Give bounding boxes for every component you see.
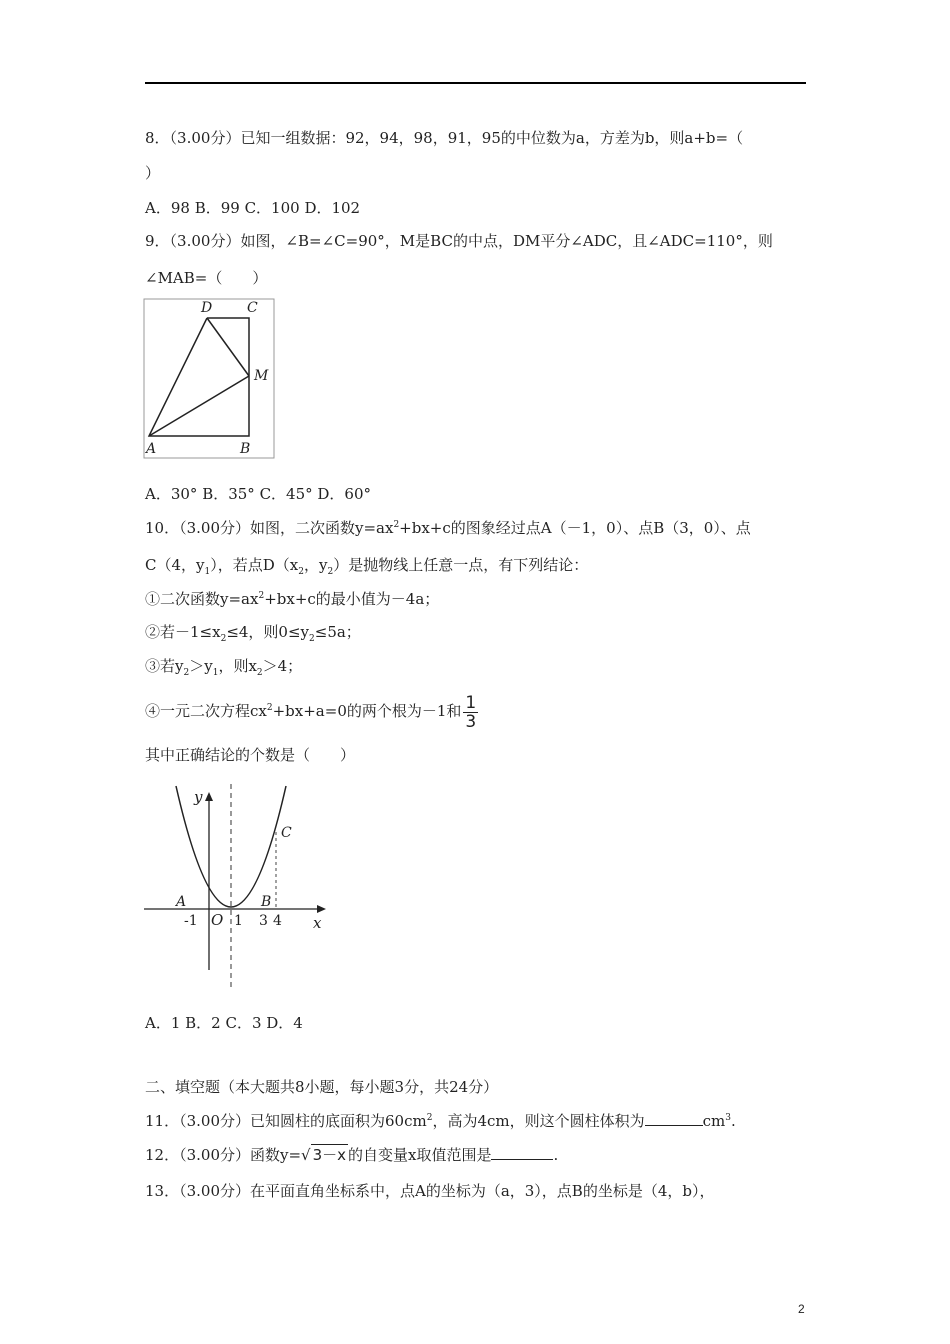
q8-stem: 8．（3.00分）已知一组数据：92，94，98，91，95的中位数为a，方差为b，则a+b=（	[145, 129, 744, 147]
label-c: C	[247, 300, 258, 316]
tick-minus1: -1	[184, 913, 198, 929]
q10-conclusion-3: ③若$y_2>y_1$，则$x_2>4$；	[145, 657, 303, 678]
tick-3: 3	[259, 913, 268, 929]
sqrt-sign: √	[301, 1146, 311, 1164]
axis-x-label: x	[313, 914, 322, 932]
q10-stem: 10．（3.00分）如图，二次函数$y=ax^2+bx+c$的图象经过点A（－1，0）、点B（3，0）、点	[145, 519, 751, 537]
sqrt-radicand: 3－x	[312, 1146, 347, 1164]
q10-stem-line2: C（4，$y_1$），若点$D(x_2$，$y_2$）是抛物线上任意一点，有下列结论：	[145, 556, 589, 577]
q9-figure	[143, 298, 275, 460]
q9-stem: 9．（3.00分）如图，∠B=∠C=90°，M是BC的中点，DM平分∠ADC，且∠ADC=110°，则	[145, 232, 773, 250]
tick-4: 4	[273, 913, 282, 929]
point-c-label: C	[281, 825, 292, 841]
header-rule	[145, 82, 806, 84]
q10-conclusion-4: ④一元二次方程$cx^2+bx+a=0$的两个根为－1和 $\frac{1}{3}$	[145, 692, 477, 732]
q8-options: A．98 B．99 C．100 D．102	[145, 199, 361, 217]
answer-blank	[491, 1145, 553, 1160]
label-d: D	[201, 300, 213, 316]
q10-question: 其中正确结论的个数是（ ）	[145, 746, 356, 764]
q13: 13．（3.00分）在平面直角坐标系中，点A的坐标为（a，3），点B的坐标是（4，b），	[145, 1182, 715, 1200]
fraction-one-third: $\frac{1}{3}$	[465, 692, 477, 732]
label-a: A	[146, 441, 157, 457]
q12: 12．（3.00分）函数y=√ 3－x 的自变量x取值范围是 .	[145, 1146, 559, 1164]
origin-label: O	[211, 911, 224, 929]
q8-stem-end: ）	[145, 164, 161, 182]
q11: 11．（3.00分）已知圆柱的底面积为$60cm^2$，高为4cm，则这个圆柱体积为 $cm^3$.	[145, 1112, 736, 1130]
q9-stem-end: ∠MAB=（ ）	[145, 269, 268, 287]
axis-y-label: y	[194, 788, 203, 806]
q10-conclusion-1: ①二次函数$y=ax^2+bx+c$的最小值为－4a；	[145, 590, 440, 608]
section2-title: 二、填空题（本大题共8小题，每小题3分，共24分）	[145, 1078, 499, 1096]
answer-blank	[645, 1111, 703, 1126]
page-number: 2	[798, 1302, 805, 1316]
q10-conclusion-2: ②若$-1\le x_2\le 4$，则$0\le y_2\le 5a$；	[145, 623, 361, 644]
label-m: M	[254, 368, 269, 384]
tick-1: 1	[234, 913, 243, 929]
point-b-label: B	[261, 894, 272, 910]
q9-options: A．30° B．35° C．45° D．60°	[145, 485, 372, 503]
label-b: B	[240, 441, 251, 457]
q10-options: A．1 B．2 C．3 D．4	[145, 1014, 303, 1032]
point-a-label: A	[176, 894, 187, 910]
q10-figure	[140, 782, 340, 992]
